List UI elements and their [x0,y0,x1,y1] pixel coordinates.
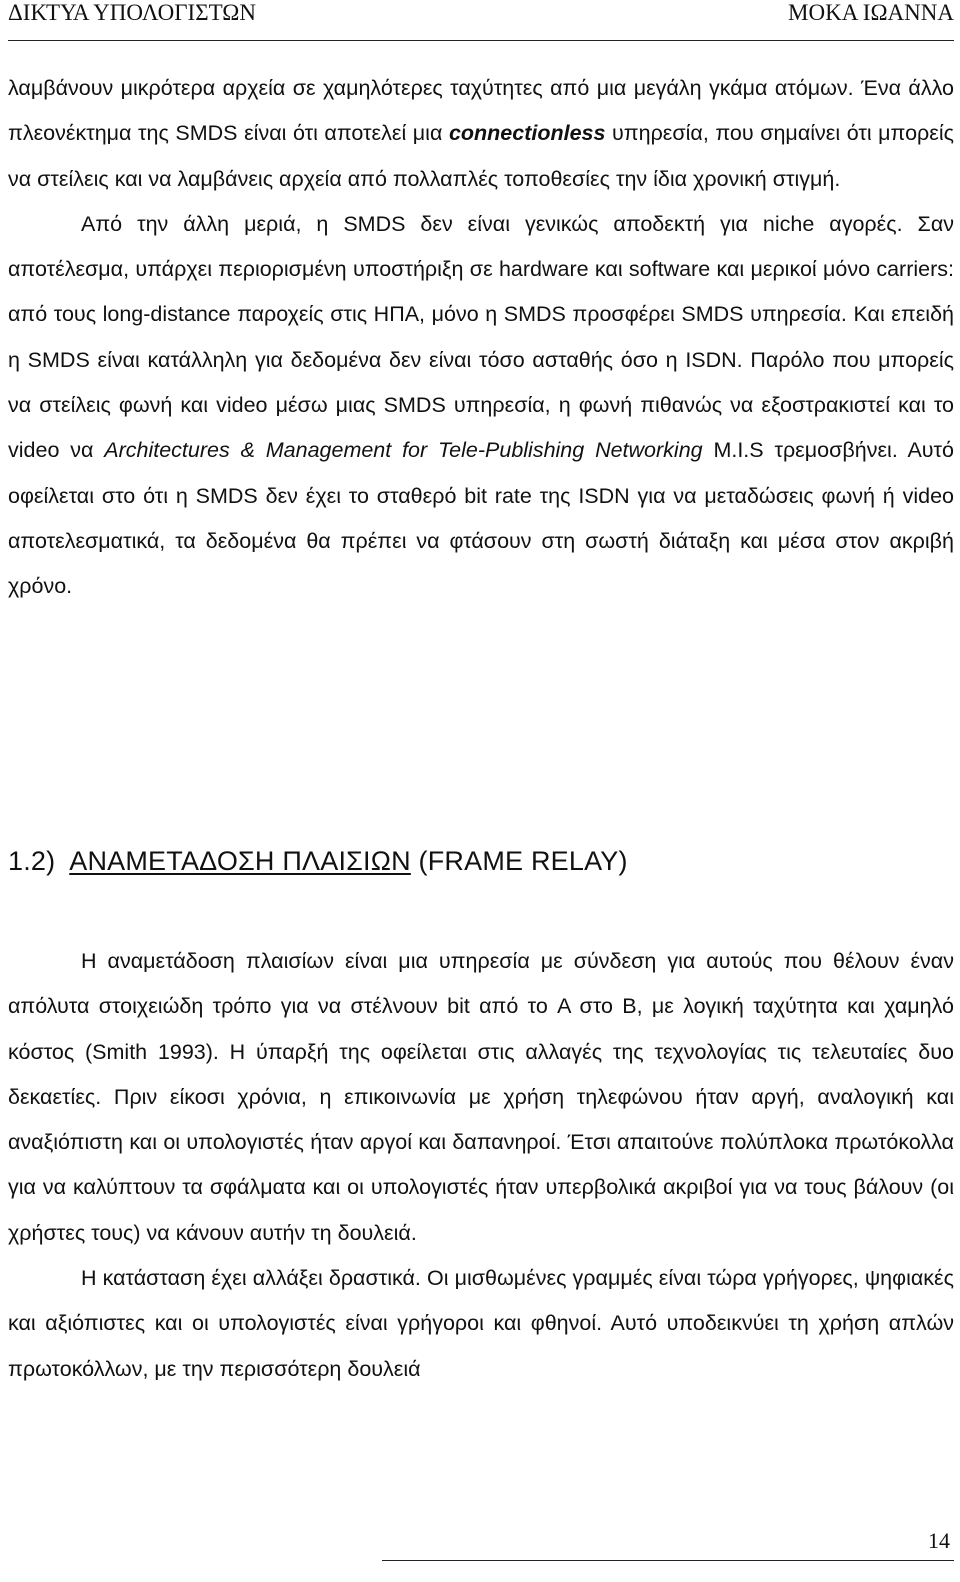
section-heading [8,843,628,879]
footer-divider [382,1560,954,1561]
paragraph [8,66,954,202]
paragraph-text: M.I.S τρεμοσβήνει. Αυτό οφείλεται στο ότι η SMDS δεν έχει το σταθερό bit rate της ISDN για να μεταδώσεις φωνή ή video αποτελεσματικά, τα δεδομένα θα πρέπει να φτάσουν στη σωστή διάταξη και μέσα στον ακριβή χρόνο. [8,438,954,599]
body-text-top [8,66,954,610]
header-author: ΜΟΚΑ ΙΩΑΝΝΑ [788,0,954,25]
paragraph-text: λαμβάνουν μικρότερα αρχεία σε χαμηλότερες ταχύτητες από μια μεγάλη γκάμα ατόμων. Ένα άλλο πλεονέκτημα της SMDS είναι ότι αποτελεί μια [8,76,954,146]
paragraph [8,202,954,610]
body-text-section [8,939,954,1392]
emphasis-text: connectionless [448,121,606,146]
paragraph-text: υπηρεσία, που σημαίνει ότι μπορείς να στείλεις και να λαμβάνεις αρχεία από πολλαπλές τοποθεσίες την ίδια χρονική στιγμή. [8,121,954,191]
section-number: 1.2) [8,846,56,876]
paragraph: Η κατάσταση έχει αλλάξει δραστικά. Οι μισθωμένες γραμμές είναι τώρα γρήγορες, ψηφιακές και αξιόπιστες και οι υπολογιστές είναι γρήγοροι και φθηνοί. Αυτό υποδεικνύει τη χρήση απλών πρωτοκόλλων, με την περισσότερη δουλειά [8,1266,954,1381]
paragraph: Η αναμετάδοση πλαισίων είναι μια υπηρεσία με σύνδεση για αυτούς που θέλουν έναν απόλυτα στοιχειώδη τρόπο για να στέλνουν bit από το A στο B, με λογική ταχύτητα και χαμηλό κόστος (Smith 1993). Η ύπαρξή της οφείλεται στις αλλαγές της τεχνολογίας τις τελευταίες δυο δεκαετίες. Πριν είκοσι χρόνια, η επικοινωνία με χρήση τηλεφώνου ήταν αργή, αναλογική και αναξιόπιστη και οι υπολογιστές ήταν αργοί και δαπανηροί. Έτσι απαιτούνε πολύπλοκα πρωτόκολλα για να καλύπτουν τα σφάλματα και οι υπολογιστές ήταν υπερβολικά ακριβοί για να τους βάλουν (οι χρήστες τους) να κάνουν αυτήν τη δουλειά. [8,949,954,1245]
header-title: ΔΙΚΤΥΑ ΥΠΟΛΟΓΙΣΤΩΝ [8,0,256,25]
section-subtitle: (FRAME RELAY) [418,846,628,876]
italic-inserted-text: Architectures & Management for Tele-Publishing Networking [104,438,703,463]
page-header [8,0,954,34]
section-title: ΑΝΑΜΕΤΑΔΟΣΗ ΠΛΑΙΣΙΩΝ [69,846,411,876]
page-number: 14 [928,1528,950,1553]
paragraph-text: Από την άλλη μεριά, η SMDS δεν είναι γενικώς αποδεκτή για niche αγορές. Σαν αποτέλεσμα, υπάρχει περιορισμένη υποστήριξη σε hardware και software και μερικοί μόνο carriers: από τους long-distance παροχείς στις ΗΠΑ, μόνο η SMDS προσφέρει SMDS υπηρεσία. Και επειδή η SMDS είναι κατάλληλη για δεδομένα δεν είναι τόσο ασταθής όσο η ISDN. Παρόλο που μπορείς να στείλεις φωνή και video μέσω μιας SMDS υπηρεσία, η φωνή πιθανώς να εξοστρακιστεί και το video να [8,211,954,463]
header-divider [8,40,954,41]
